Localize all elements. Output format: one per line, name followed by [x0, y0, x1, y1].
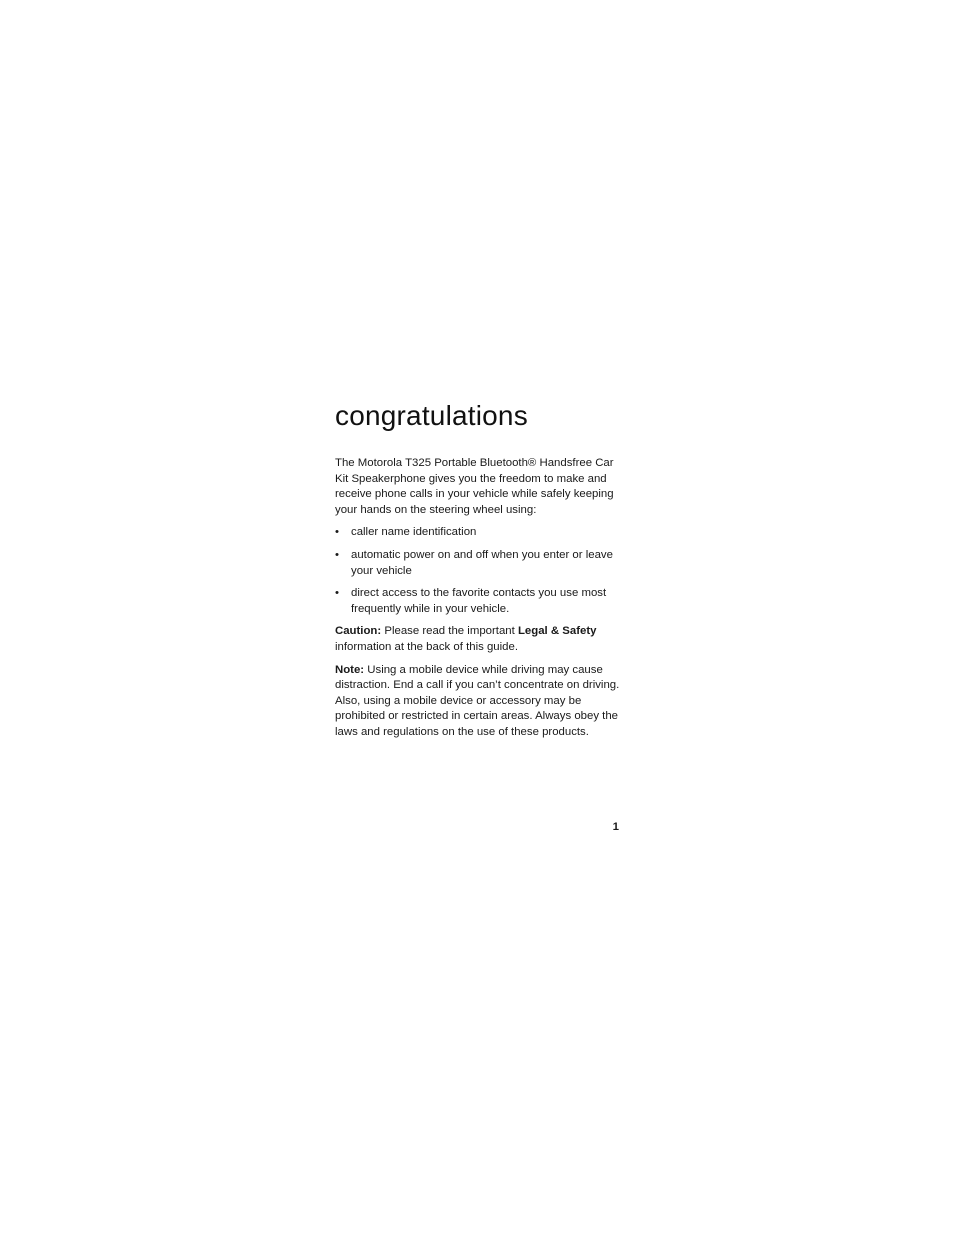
caution-paragraph [335, 624, 620, 655]
page-number: 1 [612, 821, 619, 833]
note-label: Note: [335, 663, 365, 676]
intro-paragraph: The Motorola T325 Portable Bluetooth® Handsfree Car Kit Speakerphone gives you the freedom to make and receive phone calls in your vehicle while safely keeping your hands on the steering wheel using: [335, 457, 614, 516]
bullet-icon: • [335, 526, 339, 539]
list-item [335, 525, 620, 541]
feature-list [335, 525, 620, 617]
list-item-text: automatic power on and off when you enter or leave your vehicle [351, 548, 613, 577]
list-item [335, 548, 620, 579]
note-paragraph [335, 663, 620, 741]
list-item-text: direct access to the favorite contacts you use most frequently while in your vehicle. [351, 587, 607, 615]
bullet-icon: • [335, 587, 339, 600]
caution-label: Caution: [335, 625, 382, 638]
caution-text-after: information at the back of this guide. [335, 640, 518, 653]
page-title: congratulations [335, 400, 528, 431]
bullet-icon: • [335, 548, 339, 561]
list-item [335, 586, 620, 617]
page-content [335, 398, 620, 748]
caution-text-before: Please read the important [381, 625, 518, 638]
caution-emphasis: Legal & Safety [517, 625, 597, 638]
note-text: Using a mobile device while driving may cause distraction. End a call if you can’t concentrate on driving. Also, using a mobile device or accessory may be prohibited or restricted in certain areas. Always obey the laws and regulations on the use of these products. [335, 663, 620, 738]
list-item-text: caller name identification [351, 526, 477, 539]
